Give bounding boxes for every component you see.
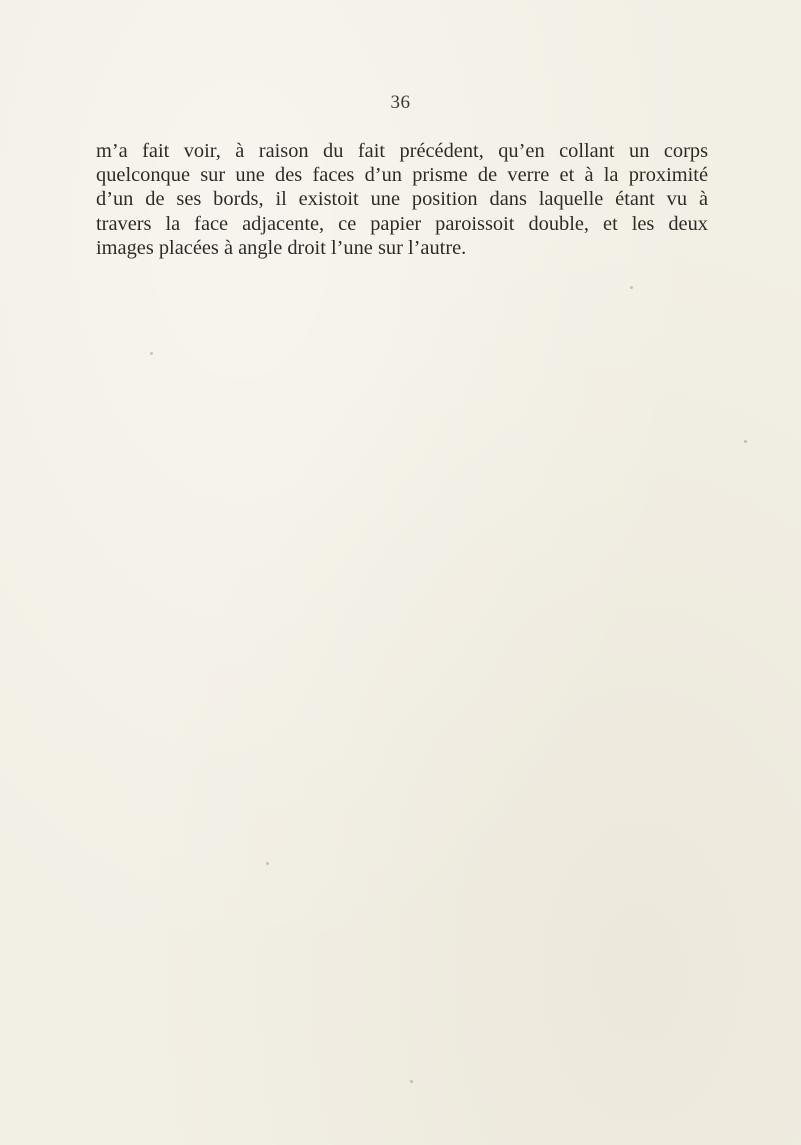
paper-speck — [150, 352, 153, 355]
text-line-2: quelconque sur une des faces d’un prisme de verre et à la proximité — [96, 164, 708, 187]
text-line-3: d’un de ses bords, il existoit une position dans laquelle étant vu à — [96, 188, 708, 211]
text-line-4: travers la face adjacente, ce papier paroissoit double, et les deux — [96, 212, 708, 235]
paper-speck — [266, 862, 269, 865]
paper-speck — [744, 440, 747, 443]
paragraph — [96, 139, 708, 260]
page-number: 36 — [390, 92, 411, 113]
text-line-1: m’a fait voir, à raison du fait précédent, qu’en collant un corps — [96, 140, 708, 162]
paper-speck — [630, 286, 633, 289]
text-line-5: images placées à angle droit l’une sur l’autre. — [96, 236, 467, 259]
paper-speck — [410, 1080, 413, 1083]
